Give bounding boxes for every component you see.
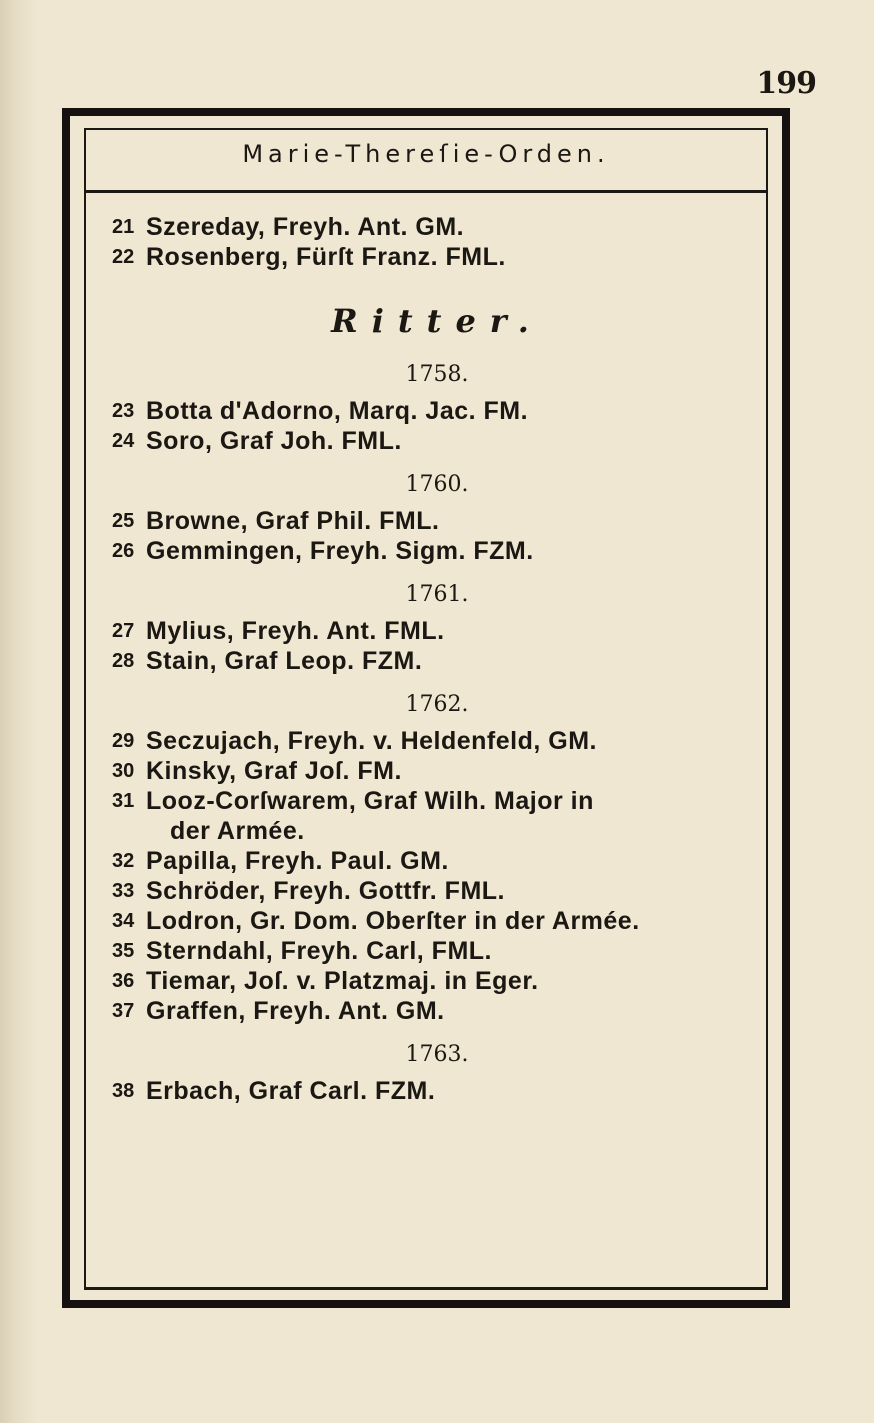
- entry-number: 38: [112, 1080, 135, 1102]
- list-item: [112, 242, 762, 272]
- entry-number: 30: [112, 760, 135, 782]
- year-group-1763: [112, 1040, 762, 1106]
- entry-text: Szereday, Freyh. Ant. GM.: [146, 213, 465, 241]
- year-heading: 1763.: [405, 1042, 469, 1067]
- year-group-1760: [112, 470, 762, 566]
- list-item: [112, 966, 762, 996]
- entry-number: 21: [112, 216, 135, 238]
- entry-number: 33: [112, 880, 135, 902]
- year-heading: 1761.: [405, 582, 469, 607]
- entry-number: 26: [112, 540, 135, 562]
- entry-text-wrapped: [146, 786, 762, 846]
- header-rule: [86, 190, 766, 193]
- entry-text: Schröder, Freyh. Gottfr. FML.: [146, 877, 505, 905]
- entry-text: Kinsky, Graf Joſ. FM.: [146, 757, 402, 785]
- page-frame: [62, 108, 790, 1308]
- entry-text: Graffen, Freyh. Ant. GM.: [146, 997, 445, 1025]
- entry-text: Tiemar, Joſ. v. Platzmaj. in Eger.: [146, 967, 539, 995]
- top-entries: [112, 212, 762, 272]
- entry-number: 25: [112, 510, 135, 532]
- entry-text: Erbach, Graf Carl. FZM.: [146, 1077, 436, 1105]
- year-group-1758: [112, 360, 762, 456]
- entry-text: Soro, Graf Joh. FML.: [146, 427, 402, 455]
- entry-number: 23: [112, 400, 135, 422]
- page-frame-inner: [84, 128, 768, 1290]
- page-number: 199: [756, 66, 816, 101]
- entry-number: 27: [112, 620, 135, 642]
- entry-number: 28: [112, 650, 135, 672]
- entry-text: Seczujach, Freyh. v. Heldenfeld, GM.: [146, 727, 597, 755]
- year-heading: 1758.: [405, 362, 469, 387]
- entry-text: Sterndahl, Freyh. Carl, FML.: [146, 937, 492, 965]
- entry-text: Mylius, Freyh. Ant. FML.: [146, 617, 445, 645]
- list-item: [112, 396, 762, 426]
- entry-text: Browne, Graf Phil. FML.: [146, 507, 440, 535]
- entry-text: Gemmingen, Freyh. Sigm. FZM.: [146, 537, 534, 565]
- entry-number: 31: [112, 790, 135, 812]
- entry-number: 29: [112, 730, 135, 752]
- entry-text: Rosenberg, Fürſt Franz. FML.: [146, 243, 506, 271]
- list-item: [112, 786, 762, 846]
- bottom-rule: [86, 1287, 766, 1290]
- year-group-1762: [112, 690, 762, 1026]
- list-item: [112, 726, 762, 756]
- year-heading: 1762.: [405, 692, 469, 717]
- entry-text: Lodron, Gr. Dom. Oberſter in der Armée.: [146, 907, 640, 935]
- entry-number: 32: [112, 850, 135, 872]
- list-item: [112, 846, 762, 876]
- list-item: [112, 646, 762, 676]
- entry-number: 35: [112, 940, 135, 962]
- entry-number: 37: [112, 1000, 135, 1022]
- list-item: [112, 876, 762, 906]
- list-item: [112, 536, 762, 566]
- list-item: [112, 936, 762, 966]
- list-item: [112, 1076, 762, 1106]
- list-item: [112, 906, 762, 936]
- section-title: Ritter.: [331, 302, 543, 340]
- list-item: [112, 212, 762, 242]
- entry-continuation: der Armée.: [170, 817, 305, 845]
- list-item: [112, 616, 762, 646]
- entry-text: Looz-Corſwarem, Graf Wilh. Major in: [146, 787, 594, 815]
- entry-number: 22: [112, 246, 135, 268]
- page-content: [112, 212, 762, 1120]
- entry-text: Papilla, Freyh. Paul. GM.: [146, 847, 449, 875]
- list-item: [112, 426, 762, 456]
- year-heading: 1760.: [405, 472, 469, 497]
- list-item: [112, 756, 762, 786]
- page-header: Marie-Thereſie-Orden.: [86, 128, 766, 192]
- entry-number: 34: [112, 910, 135, 932]
- entry-number: 24: [112, 430, 135, 452]
- entry-number: 36: [112, 970, 135, 992]
- entry-text: Stain, Graf Leop. FZM.: [146, 647, 423, 675]
- entry-text: Botta d'Adorno, Marq. Jac. FM.: [146, 397, 529, 425]
- list-item: [112, 506, 762, 536]
- page-gutter: [0, 0, 38, 1423]
- list-item: [112, 996, 762, 1026]
- year-group-1761: [112, 580, 762, 676]
